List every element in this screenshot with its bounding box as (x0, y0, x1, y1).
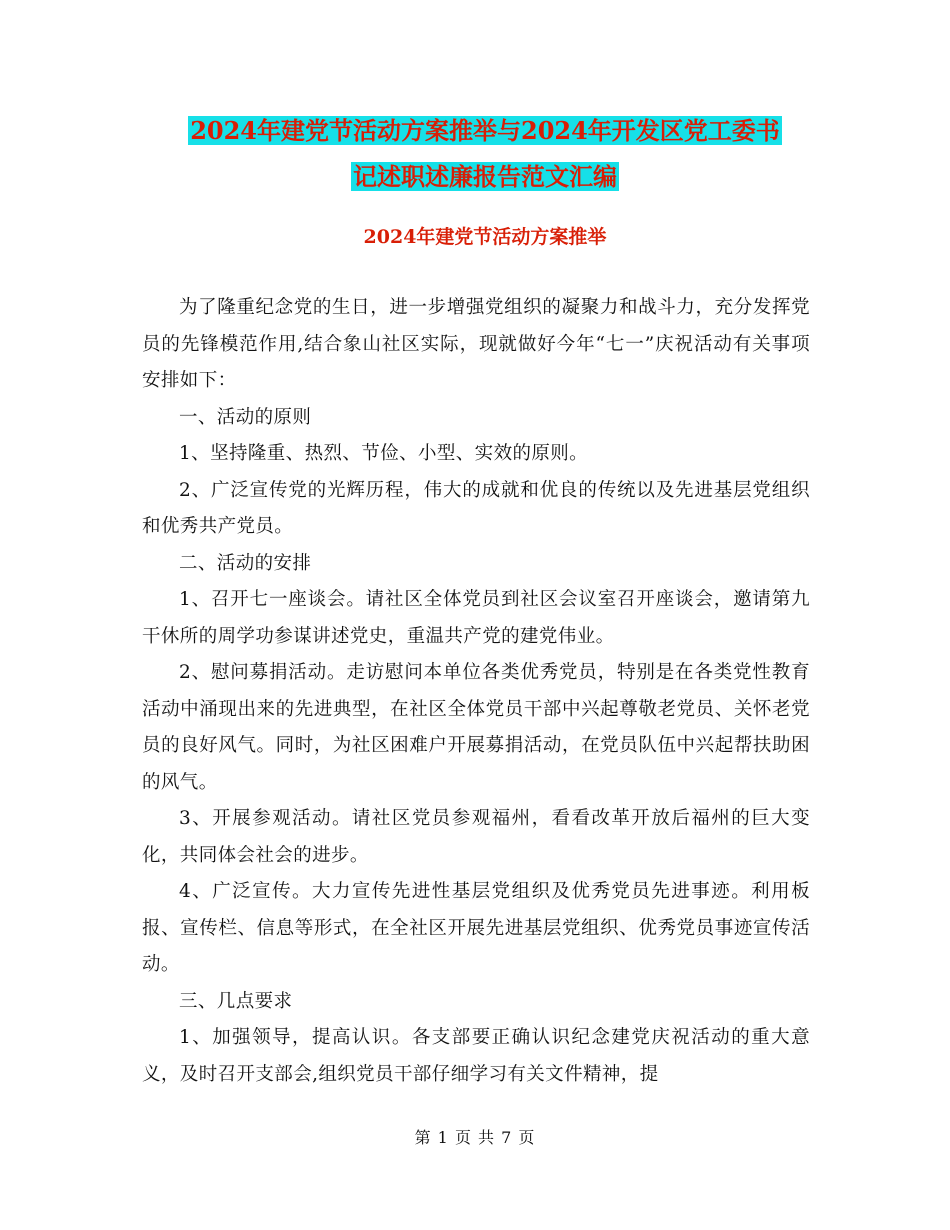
paragraph-principle-2: 2、广泛宣传党的光辉历程，伟大的成就和优良的传统以及先进基层党组织和优秀共产党员。 (142, 479, 810, 537)
heading-arrangements: 二、活动的安排 (179, 552, 312, 574)
document-title (140, 108, 830, 200)
heading-requirements: 三、几点要求 (179, 990, 293, 1012)
heading-principles: 一、活动的原则 (179, 406, 312, 428)
page-footer: 第 1 页 共 7 页 (414, 1128, 536, 1147)
paragraph-arrangement-4: 4、广泛宣传。大力宣传先进性基层党组织及优秀党员先进事迹。利用板报、宣传栏、信息等形式，在全社区开展先进基层党组织、优秀党员事迹宣传活动。 (142, 881, 810, 975)
document-title-line-1: 2024年建党节活动方案推举与2024年开发区党工委书 (190, 116, 780, 145)
paragraph-principle-1: 1、坚持隆重、热烈、节俭、小型、实效的原则。 (179, 443, 589, 464)
paragraph-arrangement-2: 2、慰问募捐活动。走访慰问本单位各类优秀党员，特别是在各类党性教育活动中涌现出来的先进典型，在社区全体党员干部中兴起尊敬老党员、关怀老党员的良好风气。同时，为社区困难户开展募捐活动，在党员队伍中兴起帮扶助困的风气。 (142, 662, 810, 793)
paragraph-arrangement-3: 3、开展参观活动。请社区党员参观福州，看看改革开放后福州的巨大变化，共同体会社会的进步。 (142, 808, 810, 866)
paragraph-arrangement-1: 1、召开七一座谈会。请社区全体党员到社区会议室召开座谈会，邀请第九干休所的周学功参谋讲述党史，重温共产党的建党伟业。 (142, 589, 810, 647)
document-title-line-2: 记述职述廉报告范文汇编 (353, 162, 617, 191)
paragraph-intro: 为了隆重纪念党的生日，进一步增强党组织的凝聚力和战斗力，充分发挥党员的先锋模范作用,结合象山社区实际，现就做好今年“七一”庆祝活动有关事项安排如下： (142, 297, 810, 391)
section-title: 2024年建党节活动方案推举 (363, 226, 607, 248)
paragraph-requirement-1: 1、加强领导，提高认识。各支部要正确认识纪念建党庆祝活动的重大意义，及时召开支部会,组织党员干部仔细学习有关文件精神，提 (142, 1027, 810, 1085)
document-body (142, 290, 810, 1093)
